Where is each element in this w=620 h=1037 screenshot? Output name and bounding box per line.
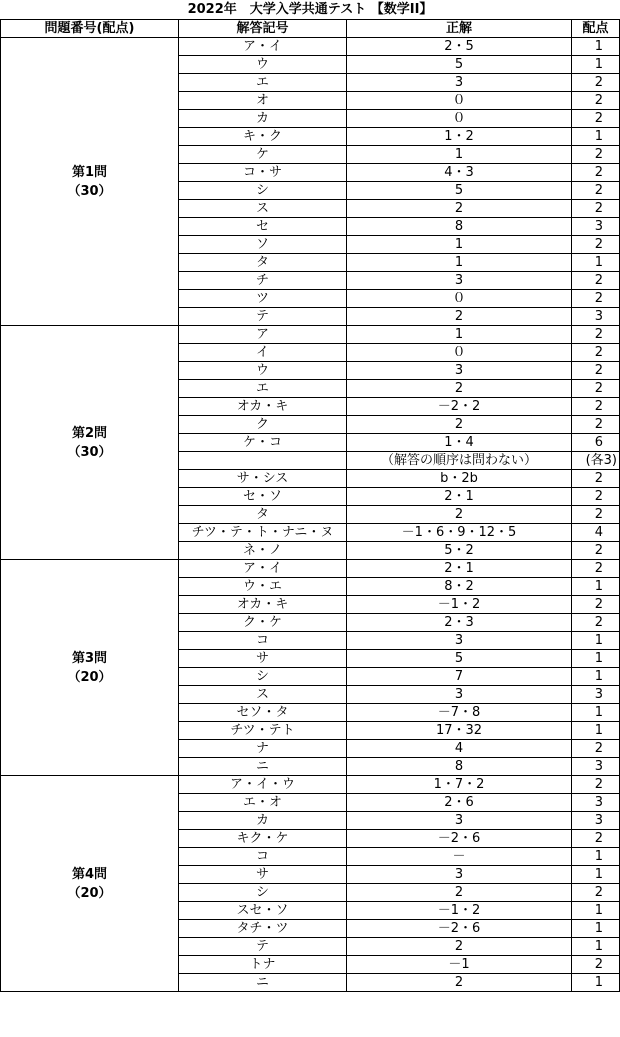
correct-answer-cell: 8・2 <box>347 578 572 596</box>
answer-symbol-cell: ニ <box>179 974 347 992</box>
question-cell <box>1 38 179 326</box>
points-cell: 3 <box>572 758 620 776</box>
correct-answer-cell: 2 <box>347 884 572 902</box>
answer-symbol-cell: サ・シス <box>179 470 347 488</box>
answer-symbol-cell: セソ・タ <box>179 704 347 722</box>
correct-answer-cell: 3 <box>347 272 572 290</box>
points-cell: 2 <box>572 398 620 416</box>
question-points: （20） <box>67 669 112 685</box>
points-cell: 2 <box>572 92 620 110</box>
points-cell: 1 <box>572 56 620 74</box>
table-row <box>1 38 620 56</box>
correct-answer-cell: 2・3 <box>347 614 572 632</box>
answer-symbol-cell: ニ <box>179 758 347 776</box>
points-cell: 6 <box>572 434 620 452</box>
points-cell: 3 <box>572 794 620 812</box>
page-title: 2022年 大学入学共通テスト 【数学II】 <box>187 2 433 17</box>
header-points: 配点 <box>572 20 620 38</box>
answer-symbol-cell: シ <box>179 182 347 200</box>
answer-symbol-cell: ア・イ・ウ <box>179 776 347 794</box>
table-row <box>1 326 620 344</box>
answer-symbol-cell: ケ <box>179 146 347 164</box>
answer-symbol-cell: サ <box>179 650 347 668</box>
points-cell: 2 <box>572 344 620 362</box>
answer-symbol-cell: コ <box>179 632 347 650</box>
points-cell: 2 <box>572 776 620 794</box>
correct-answer-cell: 3 <box>347 812 572 830</box>
points-cell: 1 <box>572 650 620 668</box>
answer-symbol-cell: カ <box>179 110 347 128</box>
answer-symbol-cell: オカ・キ <box>179 596 347 614</box>
answer-symbol-cell: ツ <box>179 290 347 308</box>
answer-symbol-cell <box>179 452 347 470</box>
correct-answer-cell: 2 <box>347 308 572 326</box>
points-cell: 2 <box>572 200 620 218</box>
answer-symbol-cell: タ <box>179 254 347 272</box>
answer-symbol-cell: ク <box>179 416 347 434</box>
table-header <box>1 20 620 38</box>
answer-symbol-cell: セ・ソ <box>179 488 347 506</box>
correct-answer-cell: －2・6 <box>347 830 572 848</box>
points-cell: 2 <box>572 74 620 92</box>
points-cell: 2 <box>572 110 620 128</box>
question-name: 第3問 <box>71 650 108 666</box>
answer-symbol-cell: ケ・コ <box>179 434 347 452</box>
points-cell: 2 <box>572 830 620 848</box>
answer-symbol-cell: イ <box>179 344 347 362</box>
correct-answer-cell: （解答の順序は問わない） <box>347 452 572 470</box>
points-cell: 2 <box>572 326 620 344</box>
answer-symbol-cell: スセ・ソ <box>179 902 347 920</box>
correct-answer-cell: 4・3 <box>347 164 572 182</box>
answer-symbol-cell: セ <box>179 218 347 236</box>
answer-symbol-cell: エ・オ <box>179 794 347 812</box>
correct-answer-cell: － <box>347 848 572 866</box>
answer-symbol-cell: チツ・テト <box>179 722 347 740</box>
correct-answer-cell: 1 <box>347 236 572 254</box>
points-cell: 1 <box>572 902 620 920</box>
points-cell: 2 <box>572 542 620 560</box>
points-cell: 1 <box>572 920 620 938</box>
points-cell: 1 <box>572 578 620 596</box>
correct-answer-cell: 5 <box>347 56 572 74</box>
correct-answer-cell: －7・8 <box>347 704 572 722</box>
answer-symbol-cell: テ <box>179 938 347 956</box>
answer-symbol-cell: ス <box>179 686 347 704</box>
answer-symbol-cell: カ <box>179 812 347 830</box>
correct-answer-cell: 1 <box>347 146 572 164</box>
header-row <box>1 20 620 38</box>
correct-answer-cell: 1 <box>347 254 572 272</box>
answer-symbol-cell: シ <box>179 668 347 686</box>
points-cell: 2 <box>572 956 620 974</box>
answer-symbol-cell: ス <box>179 200 347 218</box>
correct-answer-cell: 2・1 <box>347 560 572 578</box>
points-cell: 2 <box>572 560 620 578</box>
points-cell: 2 <box>572 416 620 434</box>
answer-symbol-cell: トナ <box>179 956 347 974</box>
points-cell: 1 <box>572 128 620 146</box>
correct-answer-cell: －1・2 <box>347 902 572 920</box>
correct-answer-cell: ０ <box>347 110 572 128</box>
correct-answer-cell: 2・6 <box>347 794 572 812</box>
correct-answer-cell: －1 <box>347 956 572 974</box>
answer-symbol-cell: ク・ケ <box>179 614 347 632</box>
points-cell: 1 <box>572 38 620 56</box>
answer-symbol-cell: ア <box>179 326 347 344</box>
table-body <box>1 38 620 992</box>
points-cell: 2 <box>572 290 620 308</box>
answer-symbol-cell: オカ・キ <box>179 398 347 416</box>
points-cell: 2 <box>572 272 620 290</box>
header-answer-symbol: 解答記号 <box>179 20 347 38</box>
correct-answer-cell: 3 <box>347 686 572 704</box>
answer-symbol-cell: タ <box>179 506 347 524</box>
correct-answer-cell: 2 <box>347 200 572 218</box>
table-row <box>1 560 620 578</box>
answer-symbol-cell: キ・ク <box>179 128 347 146</box>
correct-answer-cell: 5・2 <box>347 542 572 560</box>
points-cell: 2 <box>572 146 620 164</box>
question-name: 第1問 <box>71 164 108 180</box>
correct-answer-cell: －2・6 <box>347 920 572 938</box>
table-row <box>1 776 620 794</box>
correct-answer-cell: 2・1 <box>347 488 572 506</box>
question-name: 第2問 <box>71 425 108 441</box>
correct-answer-cell: 1・4 <box>347 434 572 452</box>
correct-answer-cell: 2 <box>347 380 572 398</box>
answer-symbol-cell: オ <box>179 92 347 110</box>
correct-answer-cell: ０ <box>347 344 572 362</box>
correct-answer-cell: ０ <box>347 290 572 308</box>
points-cell: 2 <box>572 614 620 632</box>
answer-symbol-cell: ソ <box>179 236 347 254</box>
answer-symbol-cell: サ <box>179 866 347 884</box>
answer-symbol-cell: チツ・テ・ト・ナニ・ヌ <box>179 524 347 542</box>
points-cell: 1 <box>572 722 620 740</box>
points-cell: 2 <box>572 380 620 398</box>
answer-symbol-cell: ネ・ノ <box>179 542 347 560</box>
correct-answer-cell: 3 <box>347 74 572 92</box>
answer-symbol-cell: ア・イ <box>179 560 347 578</box>
correct-answer-cell: b・2b <box>347 470 572 488</box>
correct-answer-cell: 17・32 <box>347 722 572 740</box>
correct-answer-cell: 3 <box>347 362 572 380</box>
question-cell <box>1 560 179 776</box>
correct-answer-cell: 3 <box>347 866 572 884</box>
answer-symbol-cell: チ <box>179 272 347 290</box>
correct-answer-cell: 1 <box>347 326 572 344</box>
points-cell: 3 <box>572 812 620 830</box>
correct-answer-cell: 2 <box>347 506 572 524</box>
question-name: 第4問 <box>71 866 108 882</box>
correct-answer-cell: 8 <box>347 758 572 776</box>
points-cell: 2 <box>572 164 620 182</box>
header-question-number: 問題番号(配点) <box>1 20 179 38</box>
correct-answer-cell: 4 <box>347 740 572 758</box>
points-cell: 2 <box>572 236 620 254</box>
correct-answer-cell: 5 <box>347 182 572 200</box>
points-cell: 3 <box>572 308 620 326</box>
question-points: （30） <box>67 183 112 199</box>
points-cell: 2 <box>572 596 620 614</box>
answer-symbol-cell: コ・サ <box>179 164 347 182</box>
correct-answer-cell: 3 <box>347 632 572 650</box>
points-cell: 3 <box>572 686 620 704</box>
answer-symbol-cell: ナ <box>179 740 347 758</box>
points-cell: 4 <box>572 524 620 542</box>
correct-answer-cell: －1・6・9・12・5 <box>347 524 572 542</box>
points-cell: 1 <box>572 704 620 722</box>
correct-answer-cell: 2 <box>347 416 572 434</box>
correct-answer-cell: 2 <box>347 974 572 992</box>
points-cell: 1 <box>572 938 620 956</box>
question-points: （20） <box>67 885 112 901</box>
points-cell: (各3) <box>572 452 620 470</box>
answer-table <box>0 19 620 992</box>
answer-symbol-cell: シ <box>179 884 347 902</box>
correct-answer-cell: 1・7・2 <box>347 776 572 794</box>
answer-symbol-cell: ウ <box>179 56 347 74</box>
points-cell: 1 <box>572 632 620 650</box>
points-cell: 2 <box>572 362 620 380</box>
answer-symbol-cell: タチ・ツ <box>179 920 347 938</box>
points-cell: 1 <box>572 974 620 992</box>
points-cell: 3 <box>572 218 620 236</box>
points-cell: 1 <box>572 668 620 686</box>
correct-answer-cell: －1・2 <box>347 596 572 614</box>
answer-symbol-cell: ウ・エ <box>179 578 347 596</box>
points-cell: 2 <box>572 182 620 200</box>
answer-symbol-cell: テ <box>179 308 347 326</box>
points-cell: 1 <box>572 254 620 272</box>
question-cell <box>1 326 179 560</box>
correct-answer-cell: 2 <box>347 938 572 956</box>
points-cell: 2 <box>572 488 620 506</box>
correct-answer-cell: 2・5 <box>347 38 572 56</box>
answer-symbol-cell: ウ <box>179 362 347 380</box>
points-cell: 1 <box>572 866 620 884</box>
answer-symbol-cell: エ <box>179 74 347 92</box>
points-cell: 2 <box>572 470 620 488</box>
correct-answer-cell: 5 <box>347 650 572 668</box>
points-cell: 1 <box>572 848 620 866</box>
points-cell: 2 <box>572 884 620 902</box>
question-cell <box>1 776 179 992</box>
points-cell: 2 <box>572 740 620 758</box>
question-points: （30） <box>67 444 112 460</box>
correct-answer-cell: ０ <box>347 92 572 110</box>
correct-answer-cell: 7 <box>347 668 572 686</box>
header-correct-answer: 正解 <box>347 20 572 38</box>
answer-symbol-cell: キク・ケ <box>179 830 347 848</box>
correct-answer-cell: －2・2 <box>347 398 572 416</box>
answer-symbol-cell: ア・イ <box>179 38 347 56</box>
answer-symbol-cell: エ <box>179 380 347 398</box>
points-cell: 2 <box>572 506 620 524</box>
correct-answer-cell: 1・2 <box>347 128 572 146</box>
answer-symbol-cell: コ <box>179 848 347 866</box>
correct-answer-cell: 8 <box>347 218 572 236</box>
